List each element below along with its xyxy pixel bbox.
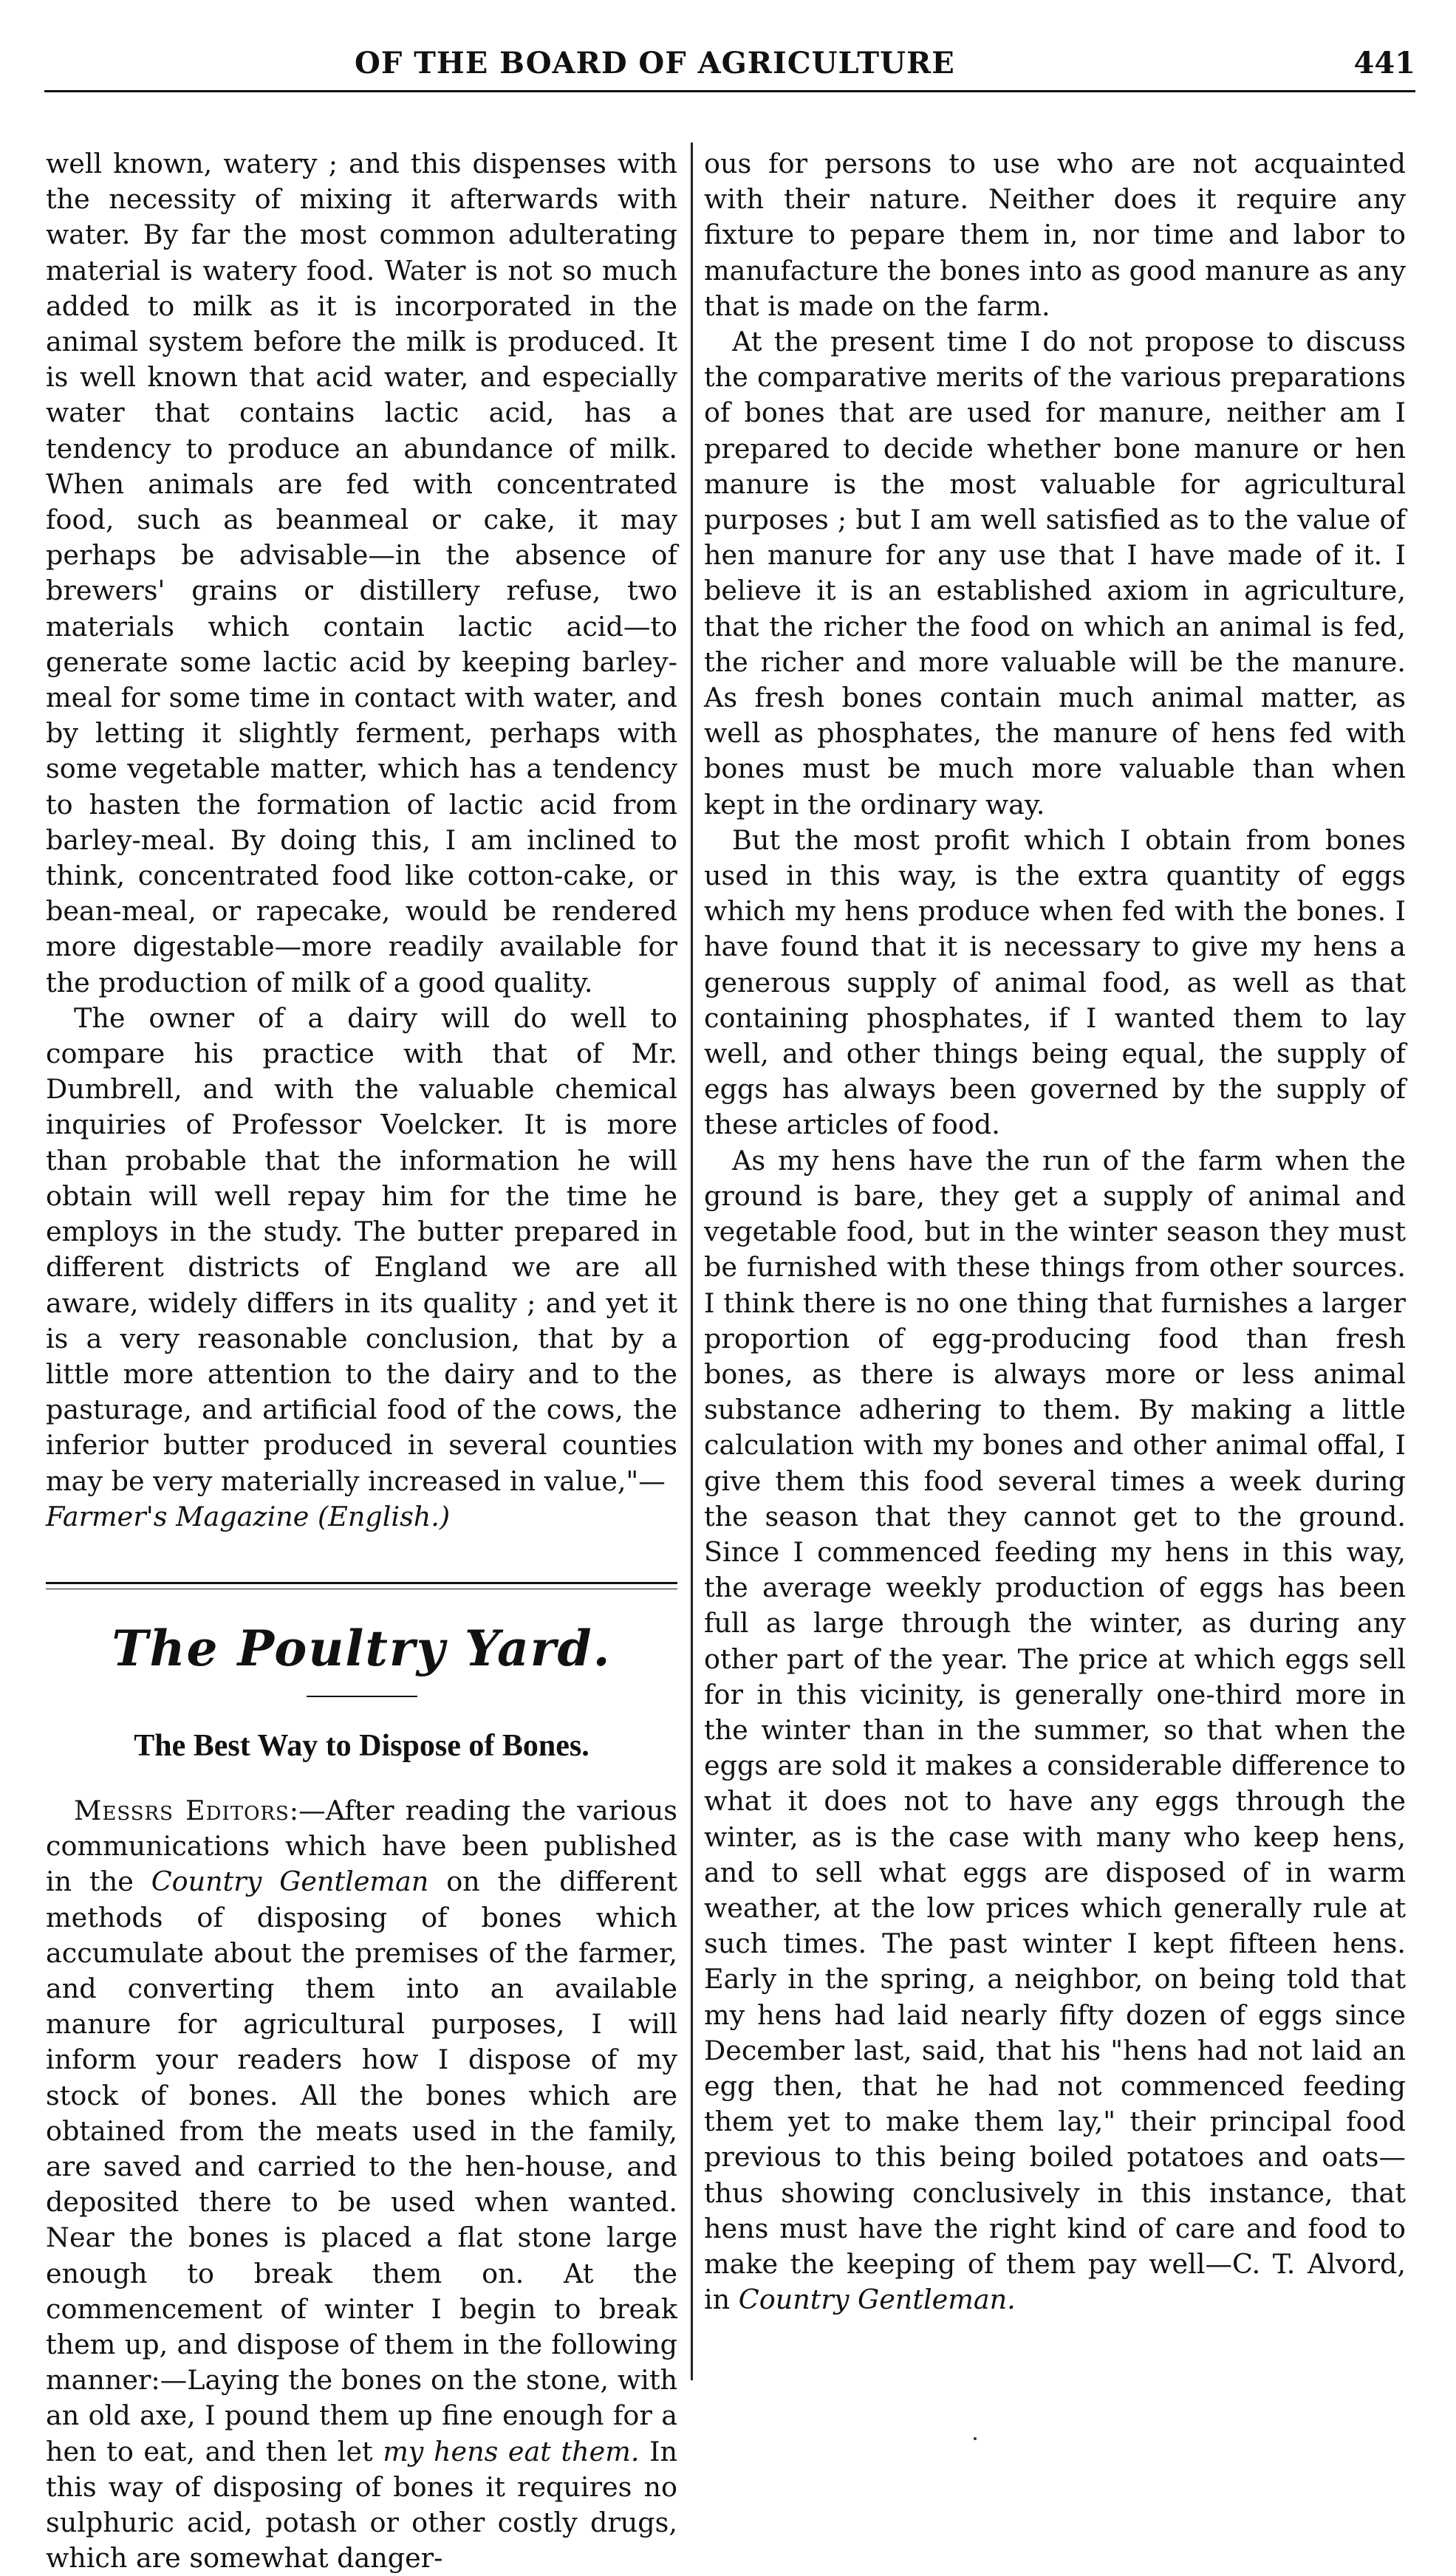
page-number: 441 [1353, 46, 1415, 80]
column-divider [691, 143, 693, 2380]
section-rule [46, 1582, 677, 1589]
letter-paragraph-continued: ous for persons to use who are not acquainted with their nature. Neither does it require any fixture to pepare them in, nor time and labor to manufacture the bones into as good manure as any that is made on the farm. [704, 148, 1406, 322]
letter-text-final: As my hens have the run of the farm when the ground is bare, they get a supply of animal and vegetable food, but in the winter season they must be furnished with these things from other sources. I think there is no one thing that furnishes a larger proportion of egg-producing food than fresh bones, as there is always more or less animal substance adhering to them. By making a little calculation with my bones and other animal offal, I give them this food several times a week during the season that they cannot get to the ground. Since I commenced feeding my hens in this way, the average weekly production of eggs has been full as large through the winter, as during any other part of the year. The price at which eggs sell for in this vicinity, is generally one-third more in the winter than in the summer, so that when the eggs are sold it makes a considerable difference to what it does not to have any eggs through the winter, as is the case with many who keep hens, and to sell what eggs are disposed of in warm weather, at the low prices which generally rule at such times. The past winter I kept fifteen hens. Early in the spring, a neighbor, on being told that my hens had laid nearly fifty dozen of eggs since December last, said, that his "hens had not laid an egg then, that he had not commenced feeding them yet to make them lay," their principal food previous to this being boiled potatoes and oats—thus showing conclusively in this instance, that hens must have the right kind of care and food to make the keeping of them pay well—C. T. Alvord, in [704, 1144, 1406, 2316]
letter-italic: my hens eat them. [383, 2435, 640, 2467]
print-speck [974, 2437, 977, 2440]
dairy-paragraph-continued: well known, watery ; and this dispenses with the necessity of mixing it afterwards with water. By far the most common adulterating material is watery food. Water is not so much added to milk as it is incorporated in the animal system before the milk is produced. It is well known that acid water, and especially water that contains lactic acid, has a tendency to produce an abundance of milk. When animals are fed with concentrated food, such as beanmeal or cake, it may perhaps be advisable—in the absence of brewers' grains or distillery refuse, two materials which contain lactic acid—to generate some lactic acid by keeping barley-meal for some time in contact with water, and by letting it slightly ferment, perhaps with some vegetable matter, which has a tendency to hasten the formation of lactic acid from barley-meal. By doing this, I am inclined to think, concentrated food like cotton-cake, or bean-meal, or rapecake, would be rendered more digestable—more readily available for the production of milk of a good quality. [46, 148, 677, 998]
section-title-poultry-yard: The Poultry Yard. [112, 1619, 612, 1677]
dairy-paragraph-closing [46, 1001, 677, 1535]
salutation: Messrs Editors [74, 1794, 290, 1826]
letter-paragraph-3: But the most profit which I obtain from bones used in this way, is the extra quantity of eggs which my hens produce when fed with the bones. I have found that it is necessary to give my hens a generous supply of animal food, as well as that containing phosphates, if I wanted them to lay well, and other things being equal, the supply of eggs has always been governed by the supply of these articles of food. [704, 823, 1406, 1141]
letter-text-1: :—After reading the various communications which have been published in the [46, 1794, 677, 1898]
section-short-rule [307, 1696, 417, 1697]
letter-paragraph-4 [704, 1143, 1406, 2318]
letter-paragraph-2: At the present time I do not propose to discuss the comparative merits of the various preparations of bones that are used for manure, neither am I prepared to decide whether bone manure or hen manure is the most valuable for agricultural purposes ; but I am well satisfied as to the value of hen manure for any use that I have made of it. I believe it is an established axiom in agriculture, that the richer the food on which an animal is fed, the richer and more valuable will be the manure. As fresh bones contain much animal matter, as well as phosphates, the manure of hens fed with bones must be much more valuable than when kept in the ordinary way. [704, 326, 1406, 821]
dairy-closing-text: The owner of a dairy will do well to compare his practice with that of Mr. Dumbrell, and with the valuable chemical inquiries of Professor Voelcker. It is more than probable that the information he will obtain will well repay him for the time he employs in the study. The butter prepared in different districts of England we are all aware, widely differs in its quality ; and yet it is a very reasonable conclusion, that by a little more attention to the dairy and to the pasturage, and artificial food of the cows, the inferior butter produced in several counties may be very materially increased in value,"— [46, 1001, 677, 1497]
journal-name: Country Gentleman [151, 1866, 429, 1898]
article-title: The Best Way to Dispose of Bones. [134, 1728, 589, 1763]
running-title: OF THE BOARD OF AGRICULTURE [355, 46, 955, 80]
letter-text-3: In this way of disposing of bones it requires no sulphuric acid, potash or other costly drugs, which are somewhat danger- [46, 2435, 677, 2575]
left-column [46, 146, 677, 2576]
farmers-magazine-source: Farmer's Magazine (English.) [46, 1500, 451, 1532]
running-head [44, 46, 1415, 92]
right-column [704, 146, 1406, 2318]
country-gentleman-source: Country Gentleman. [738, 2284, 1016, 2316]
letter-text-2: on the different methods of disposing of bones which accumulate about the premises of the farmer, and converting them into an available manure for agricultural purposes, I will inform your readers how I dispose of my stock of bones. All the bones which are obtained from the meats used in the family, are saved and carried to the hen-house, and deposited there to be used when wanted. Near the bones is placed a flat stone large enough to break them on. At the commencement of winter I begin to break them up, and dispose of them in the following manner:—Laying the bones on the stone, with an old axe, I pound them up fine enough for a hen to eat, and then let [46, 1866, 677, 2467]
